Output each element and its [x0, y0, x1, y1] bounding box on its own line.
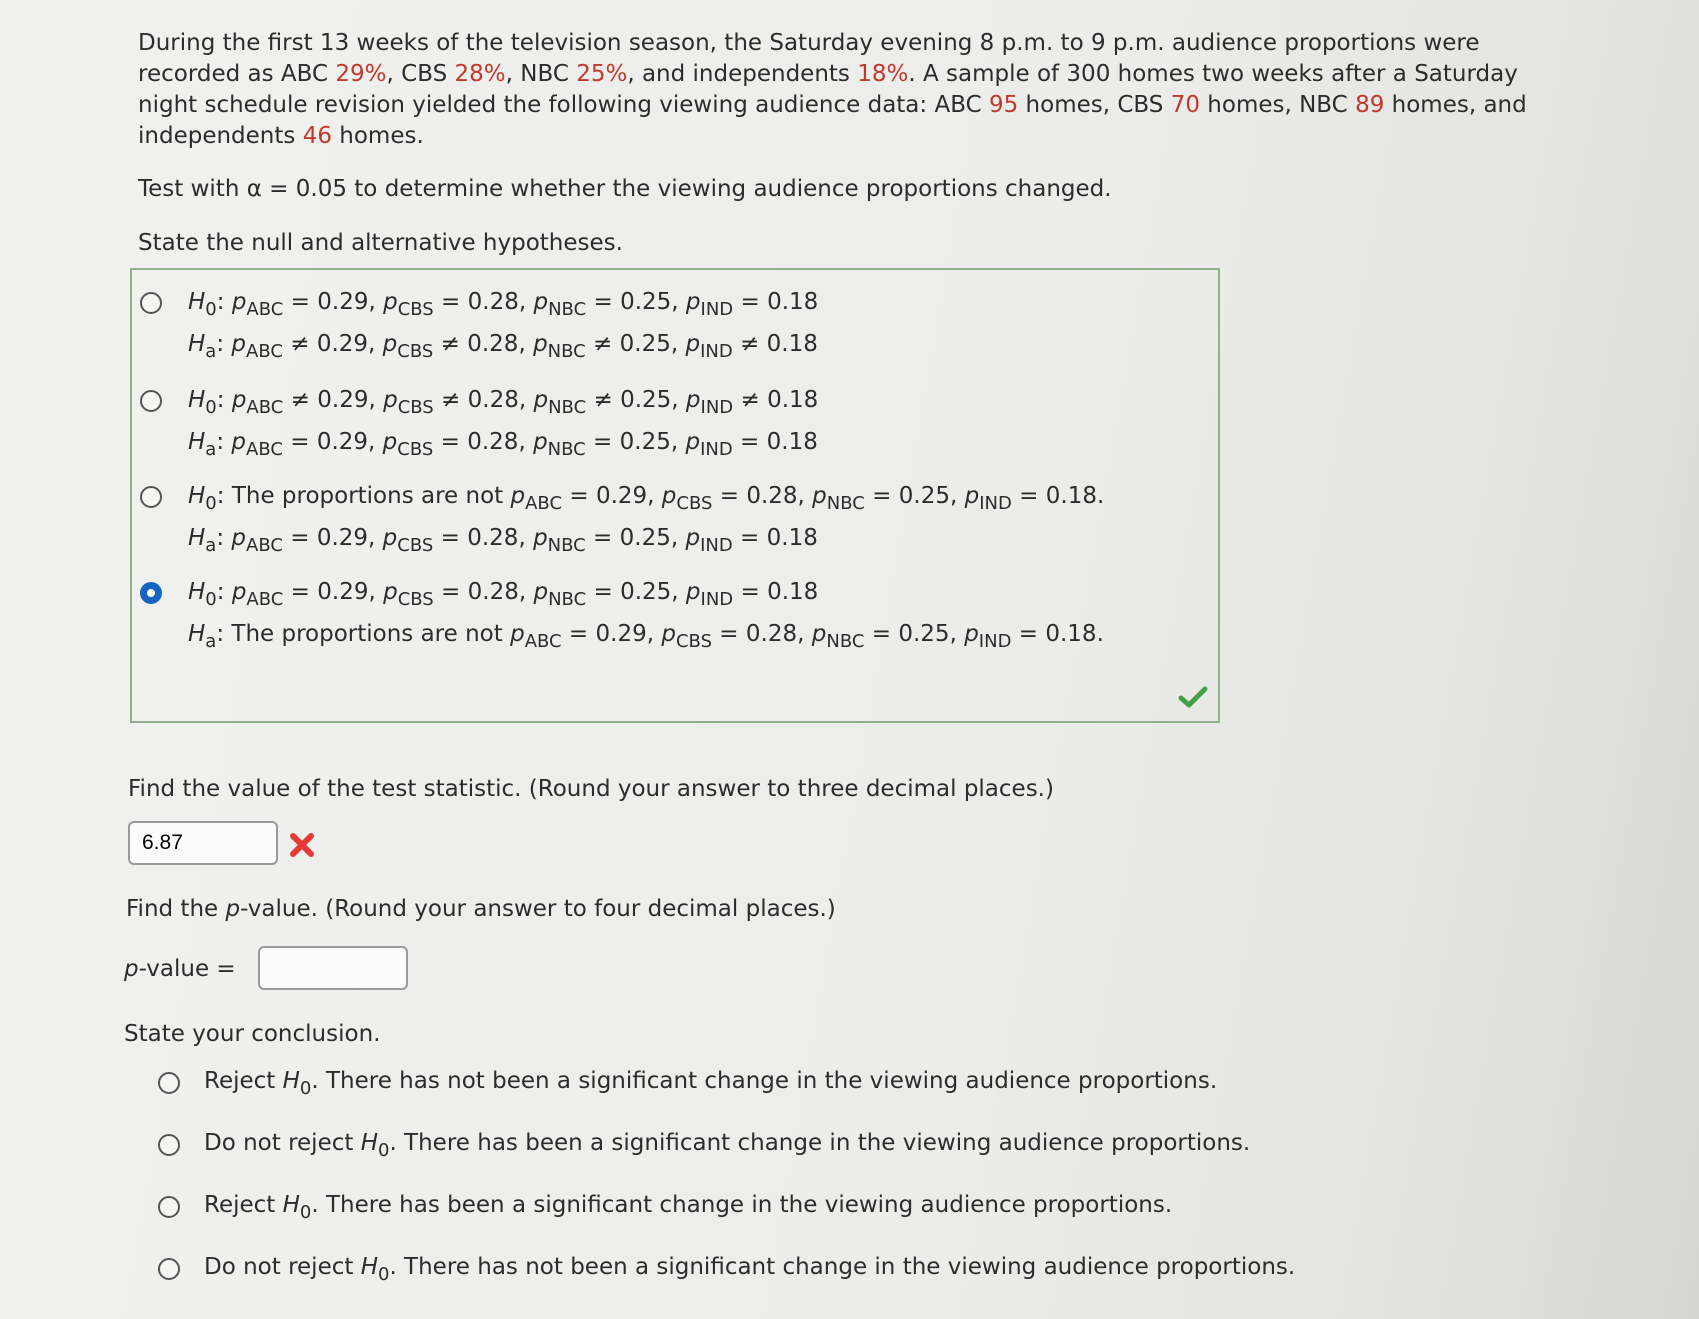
- conclusion-prompt: State your conclusion.: [124, 1021, 381, 1047]
- test-instruction: Test with α = 0.05 to determine whether the viewing audience proportions changed.: [138, 176, 1112, 202]
- hypotheses-answer-box: [130, 268, 1220, 723]
- conclusion-label: Reject $H_0$. There has been a significant change in the viewing audience proportions.: [204, 1192, 1173, 1223]
- problem-line: night schedule revision yielded the following viewing audience data: ABC 95 homes, CBS 70 homes, NBC 89 homes, and: [138, 92, 1527, 118]
- radio-button[interactable]: [158, 1258, 180, 1280]
- ha-statement: $H_a$: $p_{ABC} = 0.29$, $p_{CBS} = 0.28$, $p_{NBC} = 0.25$, $p_{IND} = 0.18$: [188, 525, 818, 556]
- hypotheses-prompt: State the null and alternative hypotheses.: [138, 230, 623, 256]
- abc-percent: 29%: [335, 61, 387, 87]
- problem-statement: [138, 28, 1527, 152]
- nbc-percent: 25%: [576, 61, 628, 87]
- ha-statement: $H_a$: $p_{ABC} = 0.29$, $p_{CBS} = 0.28$, $p_{NBC} = 0.25$, $p_{IND} = 0.18$: [188, 429, 818, 460]
- hypothesis-option-1[interactable]: [140, 280, 1200, 370]
- test-statistic-prompt: Find the value of the test statistic. (Round your answer to three decimal places.): [128, 776, 1054, 802]
- hypothesis-option-2[interactable]: [140, 378, 1200, 468]
- nbc-homes: 89: [1355, 92, 1385, 118]
- test-statistic-input[interactable]: [128, 821, 278, 865]
- h0-statement: $H_0$: $p_{ABC} \ne 0.29$, $p_{CBS} \ne 0.28$, $p_{NBC} \ne 0.25$, $p_{IND} \ne 0.18$: [188, 387, 819, 418]
- conclusion-label: Do not reject $H_0$. There has been a significant change in the viewing audience proportions.: [204, 1130, 1251, 1161]
- radio-button[interactable]: [158, 1134, 180, 1156]
- hypothesis-option-4[interactable]: [140, 570, 1200, 660]
- conclusion-label: Do not reject $H_0$. There has not been a significant change in the viewing audience proportions.: [204, 1254, 1296, 1285]
- cbs-percent: 28%: [454, 61, 506, 87]
- checkmark-icon: [1178, 685, 1208, 709]
- p-value-label: p-value =: [124, 956, 236, 982]
- radio-button[interactable]: [140, 486, 162, 508]
- radio-button[interactable]: [158, 1196, 180, 1218]
- h0-statement: $H_0$: $p_{ABC} = 0.29$, $p_{CBS} = 0.28$, $p_{NBC} = 0.25$, $p_{IND} = 0.18$: [188, 579, 819, 610]
- p-value-input[interactable]: [258, 946, 408, 990]
- ind-percent: 18%: [857, 61, 909, 87]
- hypothesis-option-3[interactable]: [140, 474, 1200, 564]
- cbs-homes: 70: [1170, 92, 1200, 118]
- x-mark-icon: [288, 831, 316, 859]
- radio-button-selected[interactable]: [140, 582, 162, 604]
- ha-statement: $H_a$: The proportions are not $p_{ABC} = 0.29$, $p_{CBS} = 0.28$, $p_{NBC} = 0.25$, $p_{IND} = 0.18$.: [188, 621, 1104, 652]
- ha-statement: $H_a$: $p_{ABC} \ne 0.29$, $p_{CBS} \ne 0.28$, $p_{NBC} \ne 0.25$, $p_{IND} \ne 0.18$: [188, 331, 818, 362]
- radio-button[interactable]: [158, 1072, 180, 1094]
- radio-button[interactable]: [140, 292, 162, 314]
- h0-statement: $H_0$: The proportions are not $p_{ABC} = 0.29$, $p_{CBS} = 0.28$, $p_{NBC} = 0.25$, $p_{IND} = 0.18$.: [188, 483, 1105, 514]
- h0-statement: $H_0$: $p_{ABC} = 0.29$, $p_{CBS} = 0.28$, $p_{NBC} = 0.25$, $p_{IND} = 0.18$: [188, 289, 819, 320]
- ind-homes: 46: [302, 123, 332, 149]
- conclusion-label: Reject $H_0$. There has not been a significant change in the viewing audience proportions.: [204, 1068, 1218, 1099]
- problem-line: recorded as ABC 29%, CBS 28%, NBC 25%, and independents 18%. A sample of 300 homes two weeks after a Saturday: [138, 61, 1518, 87]
- abc-homes: 95: [988, 92, 1019, 118]
- p-value-prompt: Find the p-value. (Round your answer to four decimal places.): [126, 896, 836, 922]
- radio-button[interactable]: [140, 390, 162, 412]
- problem-line: During the first 13 weeks of the television season, the Saturday evening 8 p.m. to 9 p.m. audience proportions were: [138, 30, 1480, 56]
- problem-line: independents 46 homes.: [138, 123, 424, 149]
